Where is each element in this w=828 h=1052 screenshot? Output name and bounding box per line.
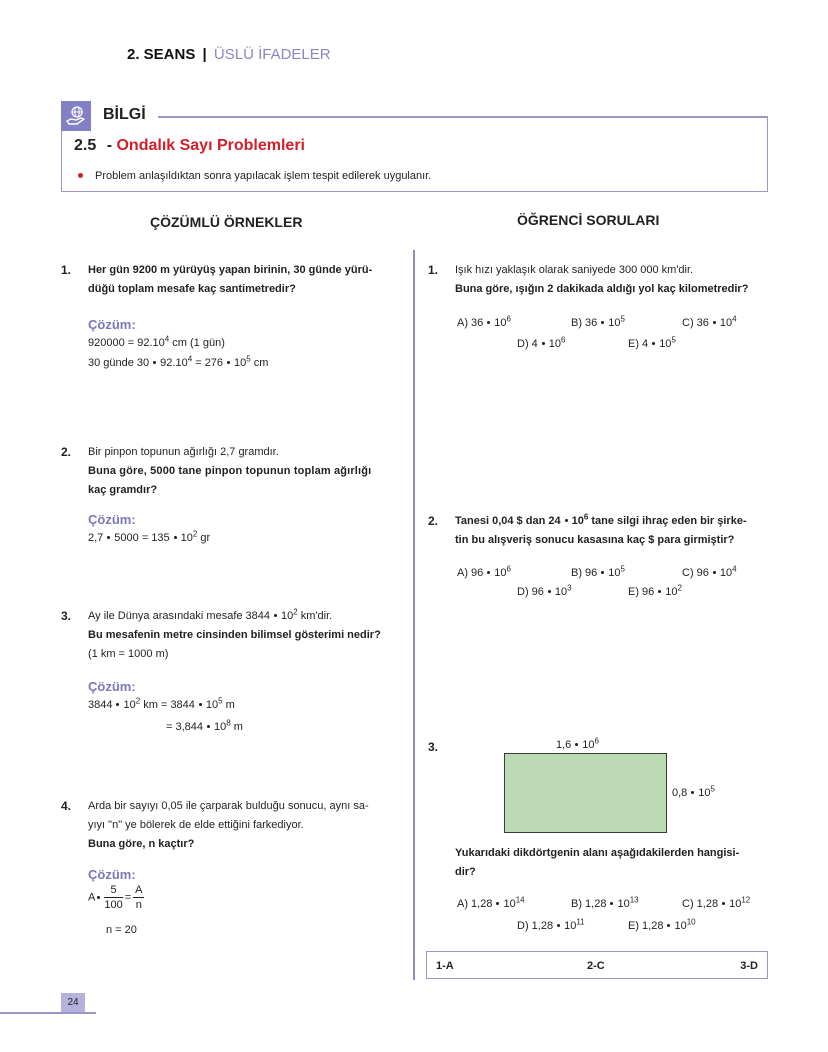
session-label: 2. SEANS <box>127 46 196 63</box>
answer-3: 3-D <box>740 960 758 972</box>
example-4-solution-label: Çözüm: <box>88 867 136 882</box>
question-1-line-1: Işık hızı yaklaşık olarak saniyede 300 000 km'dir. <box>455 264 694 276</box>
answer-1: 1-A <box>436 960 454 972</box>
example-1-line-2: düğü toplam mesafe kaç santimetredir? <box>88 283 296 295</box>
column-divider <box>413 250 415 980</box>
example-4-number: 4. <box>61 799 72 813</box>
rectangle-height-label: 0,8 $10^5$ <box>672 784 715 799</box>
question-1-option-c[interactable]: C) 36 $10^4$ <box>682 314 737 329</box>
question-3-line-2: dir? <box>455 866 476 878</box>
example-1-number: 1. <box>61 263 72 277</box>
bullet-icon <box>78 173 83 178</box>
example-4-line-3: Buna göre, n kaçtır? <box>88 838 195 850</box>
example-2-solution-label: Çözüm: <box>88 512 136 527</box>
example-4-solution-equation: A $\frac{5}{100}$ = $\frac{A}{n}$ <box>88 884 143 911</box>
answer-key <box>426 951 768 979</box>
rectangle-width-label: 1,6 $10^6$ <box>556 736 599 751</box>
question-2-line-2: tin bu alışveriş sonucu kasasına kaç $ para girmiştir? <box>455 534 735 546</box>
example-4-line-1: Arda bir sayıyı 0,05 ile çarparak bulduğu sonucu, aynı sa- <box>88 800 369 812</box>
example-1-question <box>88 261 403 299</box>
section-title <box>74 137 305 155</box>
info-bullet-text: Problem anlaşıldıktan sonra yapılacak işlem tespit edilerek uygulanır. <box>95 170 432 182</box>
example-2-line-3: kaç gramdır? <box>88 484 158 496</box>
question-2-option-c[interactable]: C) 96 $10^4$ <box>682 564 737 579</box>
question-3-option-d[interactable]: D) 1,28 $10^{11}$ <box>517 917 585 932</box>
question-3-option-a[interactable]: A) 1,28 $10^{14}$ <box>457 895 525 910</box>
example-1-solution-label: Çözüm: <box>88 317 136 332</box>
example-3-line-1: Ay ile Dünya arasındaki mesafe 3844 $10^2$ km'dir. <box>88 607 333 622</box>
question-1-text <box>455 261 770 299</box>
page-number: 24 <box>61 993 85 1012</box>
question-1-option-a[interactable]: A) 36 $10^6$ <box>457 314 511 329</box>
example-3-solution-line-1: 3844 $10^2$ km = 3844 $10^5$ m <box>88 696 235 711</box>
example-2-line-1: Bir pinpon topunun ağırlığı 2,7 gramdır. <box>88 446 279 458</box>
question-2-text <box>455 512 770 550</box>
example-1-solution-line-1: $920000 = 92.10^4$ cm (1 gün) <box>88 334 225 349</box>
answer-2: 2-C <box>587 960 605 972</box>
question-3-number: 3. <box>428 740 439 754</box>
example-2-line-2: Buna göre, 5000 tane pinpon topunun toplam ağırlığı <box>88 465 372 477</box>
question-1-option-e[interactable]: E) 4 $10^5$ <box>628 335 676 350</box>
example-1-line-1: Her gün 9200 m yürüyüş yapan birinin, 30 günde yürü- <box>88 264 373 276</box>
fraction-a-over-n: $\frac{A}{n}$ <box>135 884 143 911</box>
question-3-line-1: Yukarıdaki dikdörtgenin alanı aşağıdakilerden hangisi- <box>455 847 740 859</box>
question-2-option-e[interactable]: E) 96 $10^2$ <box>628 583 682 598</box>
header-separator: | <box>202 46 207 63</box>
example-3-solution-label: Çözüm: <box>88 679 136 694</box>
example-4-line-2: yıyı "n" ye bölerek de elde ettiğini farkediyor. <box>88 819 304 831</box>
example-3-solution-line-2: = 3,844 $10^8$ m <box>166 718 243 733</box>
question-1-option-d[interactable]: D) 4 $10^6$ <box>517 335 566 350</box>
question-2-option-b[interactable]: B) 96 $10^5$ <box>571 564 625 579</box>
fraction-5-over-100: $\frac{5}{100}$ <box>104 884 123 911</box>
example-4-question <box>88 797 408 854</box>
question-2-line-1: Tanesi 0,04 $ dan 24 $10^6$ tane silgi ihraç eden bir şirke- <box>455 512 747 527</box>
page-header <box>127 46 331 63</box>
question-3-option-e[interactable]: E) 1,28 $10^{10}$ <box>628 917 696 932</box>
example-2-number: 2. <box>61 445 72 459</box>
question-2-option-a[interactable]: A) 96 $10^6$ <box>457 564 511 579</box>
info-box-title: BİLGİ <box>103 106 146 123</box>
example-1-solution <box>88 333 268 373</box>
globe-in-hand-icon <box>61 101 91 131</box>
section-name: Ondalık Sayı Problemleri <box>116 137 305 154</box>
example-2-question <box>88 443 403 500</box>
question-1-option-b[interactable]: B) 36 $10^5$ <box>571 314 625 329</box>
green-rectangle-figure <box>504 753 667 833</box>
right-column-title: ÖĞRENCİ SORULARI <box>517 212 660 228</box>
question-1-line-2: Buna göre, ışığın 2 dakikada aldığı yol kaç kilometredir? <box>455 283 749 295</box>
question-2-option-d[interactable]: D) 96 $10^3$ <box>517 583 572 598</box>
question-3-option-c[interactable]: C) 1,28 $10^{12}$ <box>682 895 751 910</box>
info-box-top-rule <box>158 116 768 118</box>
example-4-solution-result: n = 20 <box>106 924 137 936</box>
section-number: 2.5 <box>74 137 97 154</box>
info-bullet <box>78 170 431 182</box>
question-2-number: 2. <box>428 514 439 528</box>
example-3-line-2: Bu mesafenin metre cinsinden bilimsel gösterimi nedir? <box>88 629 381 641</box>
section-dash: - <box>106 137 113 154</box>
question-3-text <box>455 844 770 882</box>
topic-label: ÜSLÜ İFADELER <box>213 46 331 63</box>
question-1-number: 1. <box>428 263 439 277</box>
example-1-solution-line-2: 30 günde 30 $92.10^4 = 276$ $10^5$ cm <box>88 354 269 369</box>
example-3-line-3: (1 km = 1000 m) <box>88 648 169 660</box>
question-3-option-b[interactable]: B) 1,28 $10^{13}$ <box>571 895 639 910</box>
example-3-question <box>88 607 408 664</box>
footer-rule <box>0 1012 96 1014</box>
example-3-number: 3. <box>61 609 72 623</box>
example-2-solution: 2,7 5000 = 135 $10^2$ gr <box>88 529 211 544</box>
left-column-title: ÇÖZÜMLÜ ÖRNEKLER <box>150 214 303 230</box>
